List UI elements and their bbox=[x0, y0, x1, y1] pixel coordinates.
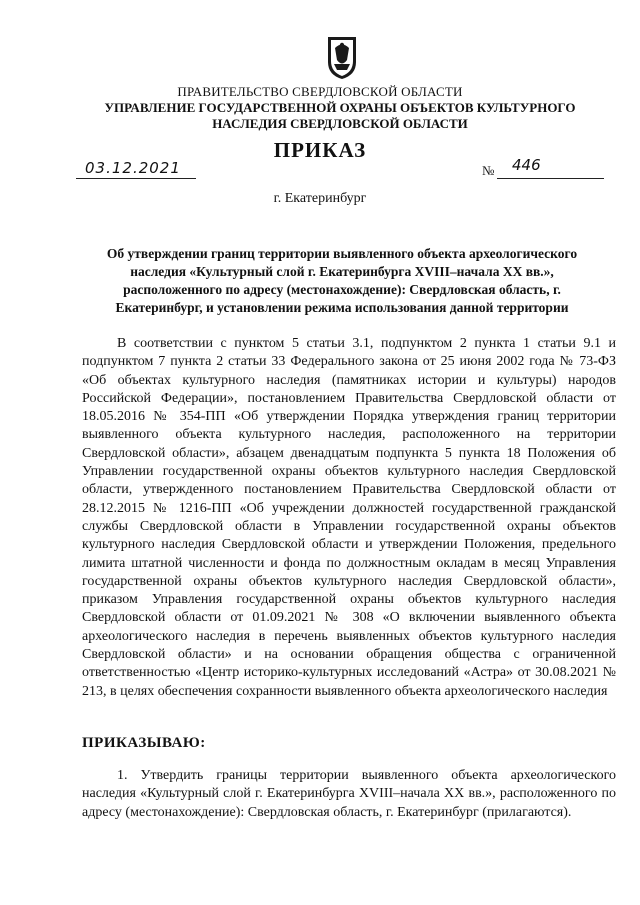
department-name: УПРАВЛЕНИЕ ГОСУДАРСТВЕННОЙ ОХРАНЫ ОБЪЕКТОВ КУЛЬТУРНОГО НАСЛЕДИЯ СВЕРДЛОВСКОЙ ОБЛАСТИ bbox=[104, 100, 576, 131]
order-word: ПРИКАЗЫВАЮ: bbox=[82, 735, 206, 751]
handwritten-date: 03.12.2021 bbox=[85, 159, 181, 177]
order-item-1: 1. Утвердить границы территории выявленного объекта археологического наследия «Культурный слой г. Екатеринбурга XVIII–начала XX вв.», расположенного по адресу (местонахождение): Свердловская область, г. Екатеринбург (прилагаются). bbox=[82, 768, 616, 820]
order-subject: Об утверждении границ территории выявленного объекта археологического наследия «Культурный слой г. Екатеринбурга XVIII–начала XX вв.», расположенного по адресу (местонахождение): Свердловская область, г. Екатеринбург, и установлении режима использования данной территории bbox=[106, 246, 578, 315]
number-sign: № bbox=[482, 163, 495, 178]
date-underline bbox=[76, 178, 196, 179]
city: г. Екатеринбург bbox=[273, 191, 367, 206]
coat-of-arms-icon bbox=[325, 34, 359, 80]
handwritten-number: 446 bbox=[512, 156, 541, 174]
number-underline bbox=[497, 178, 604, 179]
government-name: ПРАВИТЕЛЬСТВО СВЕРДЛОВСКОЙ ОБЛАСТИ bbox=[177, 84, 463, 99]
preamble-paragraph: В соответствии с пунктом 5 статьи 3.1, подпунктом 2 пункта 1 статьи 9.1 и подпунктом 7 пункта 2 статьи 33 Федерального закона от 25 июня 2002 года № 73-ФЗ «Об объектах культурного наследия (памятниках истории и культуры) народов Российской Федерации», постановлением Правительства Свердловской области от 18.05.2016 № 354-ПП «Об утверждении Порядка утверждения границ территории выявленного объекта культурного наследия, расположенного на территории Свердловской области», абзацем двенадцатым подпункта 5 пункта 18 Положения об Управлении государственной охраны объектов культурного наследия Свердловской области, утвержденного постановлением Правительства Свердловской области от 28.12.2015 № 1216-ПП «Об учреждении должностей государственной гражданской службы Свердловской области в Управлении государственной охраны объектов культурного наследия Свердловской области и утверждении Положения, предельного лимита штатной численности и фонда по должностным окладам в месяц Управления государственной охраны объектов культурного наследия Свердловской области», приказом Управления государственной охраны объектов культурного наследия Свердловской области от 01.09.2021 № 308 «О включении выявленного объекта археологического наследия в перечень выявленных объектов культурного наследия Свердловской области» и на основании обращения общества с ограниченной ответственностью «Центр историко-культурных исследований «Астра» от 30.08.2021 № 213, в целях обеспечения сохранности выявленного объекта археологического наследия bbox=[82, 336, 616, 699]
document-type: ПРИКАЗ bbox=[273, 138, 367, 162]
